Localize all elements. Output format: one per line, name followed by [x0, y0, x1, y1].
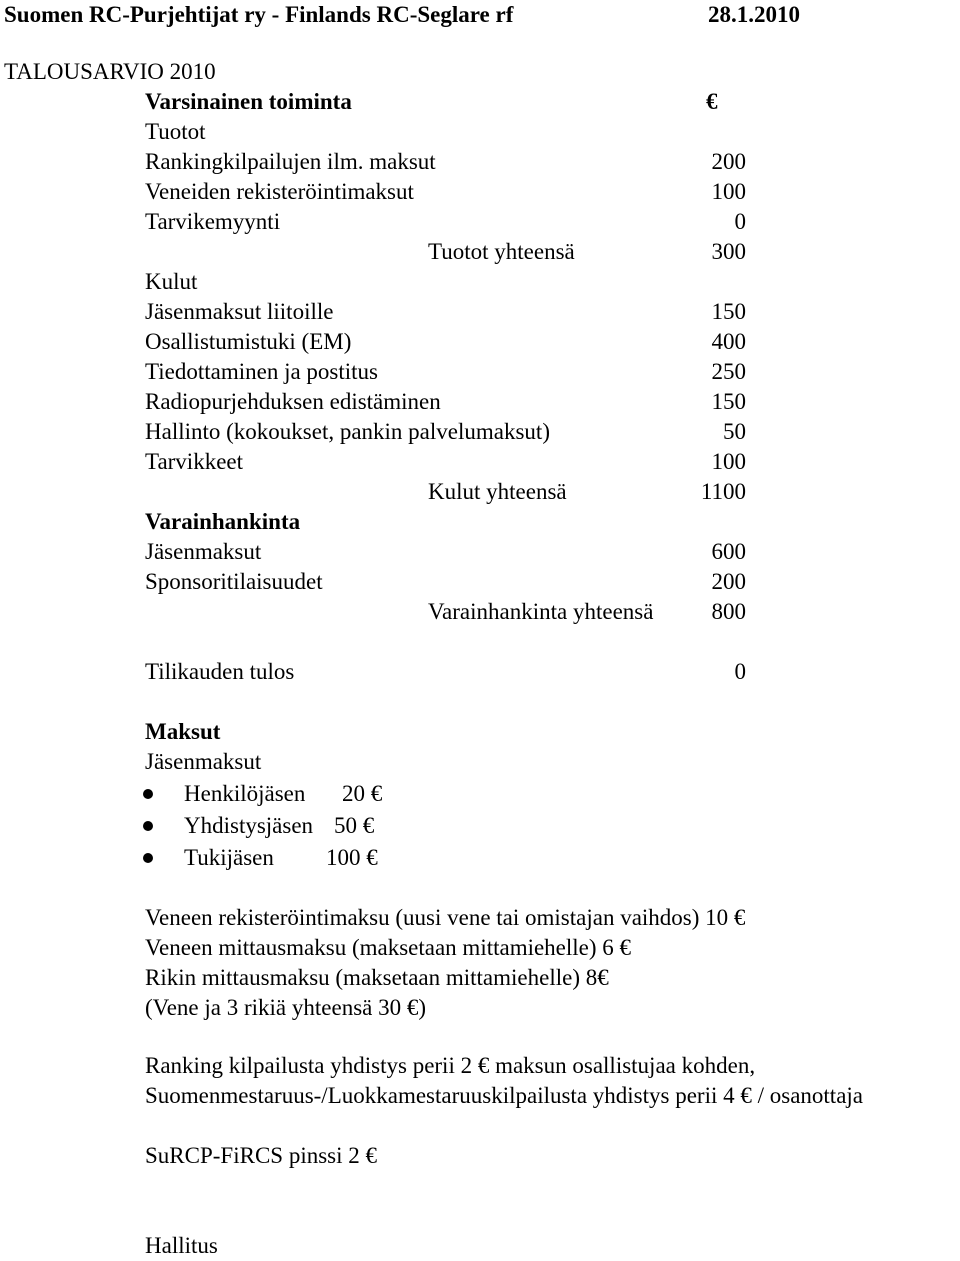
income-item-value: 100 — [711, 179, 746, 204]
expense-item-label: Tiedottaminen ja postitus — [145, 359, 378, 384]
expenses-heading: Kulut — [145, 269, 198, 294]
bullet-icon — [143, 853, 153, 863]
fee-line: Veneen mittausmaksu (maksetaan mittamiehelle) 6 € — [145, 935, 632, 960]
funding-item-value: 200 — [711, 569, 746, 594]
expense-item-value: 150 — [711, 389, 746, 414]
funding-item-label: Sponsoritilaisuudet — [145, 569, 323, 594]
fee-line: Rikin mittausmaksu (maksetaan mittamiehelle) 8€ — [145, 965, 609, 990]
pin-fee: SuRCP-FiRCS pinssi 2 € — [145, 1143, 378, 1168]
income-item-value: 200 — [711, 149, 746, 174]
funding-heading: Varainhankinta — [145, 509, 301, 534]
income-total-value: 300 — [711, 239, 746, 264]
membership-fee-label: Henkilöjäsen — [184, 781, 306, 806]
budget-title: TALOUSARVIO 2010 — [4, 59, 216, 84]
ranking-line: Suomenmestaruus-/Luokkamestaruuskilpailusta yhdistys perii 4 € / osanottaja — [145, 1083, 863, 1108]
funding-total-value: 800 — [711, 599, 746, 624]
expenses-total-label: Kulut yhteensä — [428, 479, 567, 504]
ranking-line: Ranking kilpailusta yhdistys perii 2 € maksun osallistujaa kohden, — [145, 1053, 756, 1078]
membership-heading: Jäsenmaksut — [145, 749, 262, 774]
bullet-icon — [143, 821, 153, 831]
funding-item-label: Jäsenmaksut — [145, 539, 262, 564]
fee-line: Veneen rekisteröintimaksu (uusi vene tai omistajan vaihdos) 10 € — [145, 905, 746, 930]
bullet-icon — [143, 789, 153, 799]
membership-fee-value: 20 € — [342, 781, 383, 806]
income-item-value: 0 — [734, 209, 746, 234]
membership-fee-value: 100 € — [326, 845, 378, 870]
expense-item-value: 150 — [711, 299, 746, 324]
expense-item-value: 50 — [723, 419, 746, 444]
expense-item-label: Hallinto (kokoukset, pankin palvelumaksut) — [145, 419, 550, 444]
expenses-total-value: 1100 — [700, 479, 746, 504]
document-date: 28.1.2010 — [708, 2, 800, 27]
funding-item-value: 600 — [711, 539, 746, 564]
income-item-label: Veneiden rekisteröintimaksut — [145, 179, 414, 204]
expense-item-label: Osallistumistuki (EM) — [145, 329, 352, 354]
income-item-label: Rankingkilpailujen ilm. maksut — [145, 149, 436, 174]
expense-item-value: 100 — [711, 449, 746, 474]
income-total-label: Tuotot yhteensä — [428, 239, 575, 264]
expense-item-label: Tarvikkeet — [145, 449, 244, 474]
fees-heading: Maksut — [145, 719, 221, 744]
currency-symbol: € — [706, 89, 718, 114]
income-item-label: Tarvikemyynti — [145, 209, 281, 234]
funding-total-label: Varainhankinta yhteensä — [428, 599, 654, 624]
income-heading: Tuotot — [145, 119, 206, 144]
signature: Hallitus — [145, 1233, 218, 1258]
result-label: Tilikauden tulos — [145, 659, 295, 684]
expense-item-value: 250 — [711, 359, 746, 384]
result-value: 0 — [734, 659, 746, 684]
membership-fee-label: Tukijäsen — [184, 845, 274, 870]
expense-item-value: 400 — [711, 329, 746, 354]
organization-name: Suomen RC-Purjehtijat ry - Finlands RC-Seglare rf — [4, 2, 514, 27]
fee-line: (Vene ja 3 rikiä yhteensä 30 €) — [145, 995, 427, 1020]
membership-fee-label: Yhdistysjäsen — [184, 813, 314, 838]
expense-item-label: Jäsenmaksut liitoille — [145, 299, 334, 324]
section-title: Varsinainen toiminta — [145, 89, 352, 114]
membership-fee-value: 50 € — [334, 813, 375, 838]
expense-item-label: Radiopurjehduksen edistäminen — [145, 389, 441, 414]
